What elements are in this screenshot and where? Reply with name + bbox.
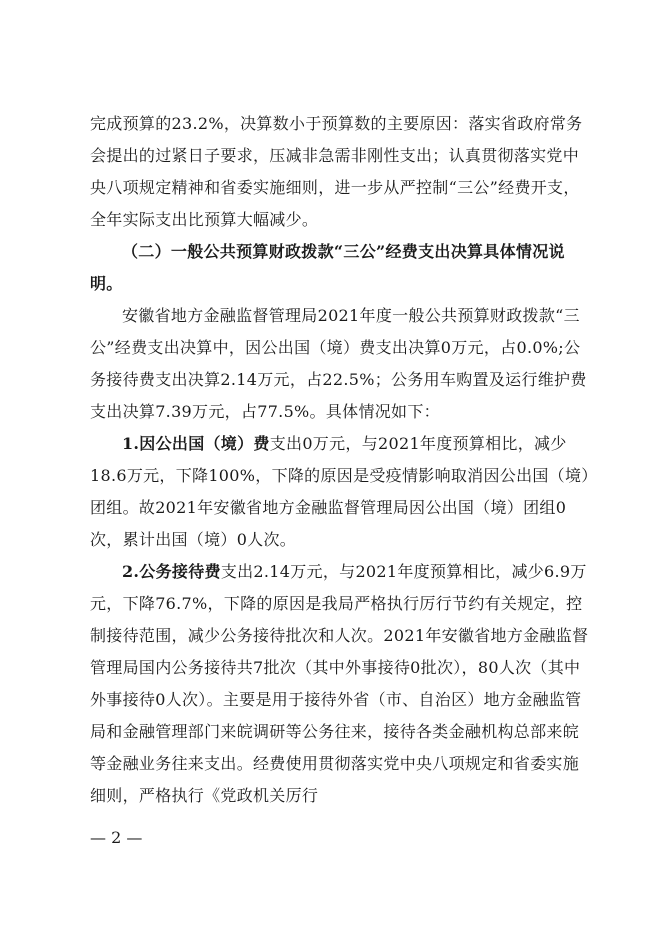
item-official-reception	[90, 556, 590, 812]
document-body	[90, 108, 590, 812]
summary-paragraph: 安徽省地方金融监督管理局2021年度一般公共预算财政拨款“三公”经费支出决算中，因公出国（境）费支出决算0万元，占0.0%;公务接待费支出决算2.14万元，占22.5%；公务用车购置及运行维护费支出决算7.39万元，占77.5%。具体情况如下：	[90, 306, 587, 421]
continuation-paragraph: 完成预算的23.2%，决算数小于预算数的主要原因：落实省政府常务会提出的过紧日子要求，压减非急需非刚性支出；认真贯彻落实党中央八项规定精神和省委实施细则，进一步从严控制“三公”经费开支，全年实际支出比预算大幅减少。	[90, 114, 583, 229]
item-outbound-travel	[90, 428, 590, 556]
item-outbound-travel-lead: 1.因公出国（境）费	[122, 434, 270, 453]
item-outbound-travel-body: 支出0万元，与2021年度预算相比，减少18.6万元，下降100%，下降的原因是受疫情影响取消因公出国（境）团组。故2021年安徽省地方金融监督管理局因公出国（境）团组0次，累计出国（境）0人次。	[90, 434, 590, 549]
page-number: — 2 —	[90, 828, 143, 847]
item-official-reception-lead: 2.公务接待费	[122, 562, 221, 581]
item-official-reception-body: 支出2.14万元，与2021年度预算相比，减少6.9万元，下降76.7%，下降的原因是我局严格执行厉行节约有关规定，控制接待范围，减少公务接待批次和人次。2021年安徽省地方金融监督管理局国内公务接待共7批次（其中外事接待0批次），80人次（其中外事接待0人次）。主要是用于接待外省（市、自治区）地方金融监管局和金融管理部门来皖调研等公务往来，接待各类金融机构总部来皖等金融业务往来支出。经费使用贯彻落实党中央八项规定和省委实施细则，严格执行《党政机关厉行	[90, 562, 589, 805]
section-heading: （二）一般公共预算财政拨款“三公”经费支出决算具体情况说明。	[90, 242, 565, 293]
